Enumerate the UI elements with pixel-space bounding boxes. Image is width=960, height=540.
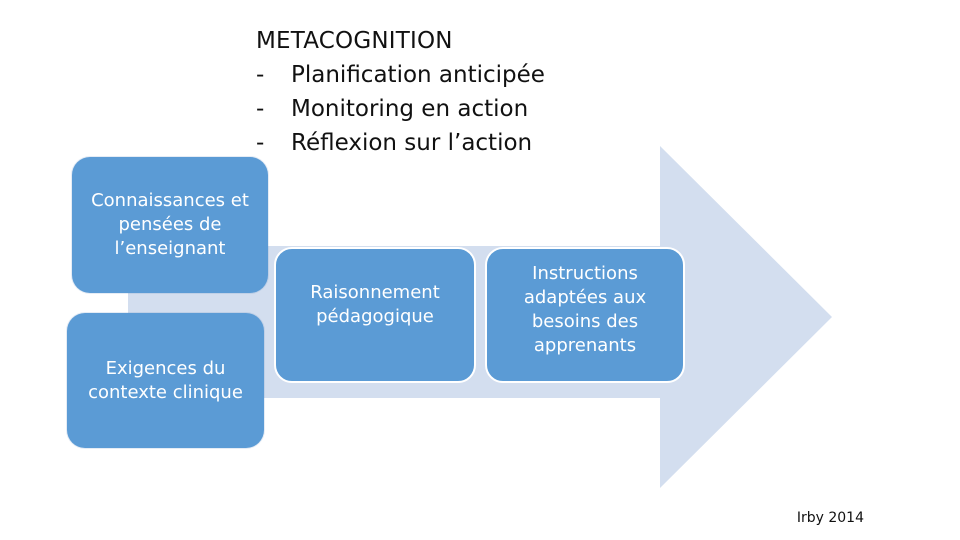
metacognition-item-label: Réflexion sur l’action <box>291 130 533 156</box>
clinical-context-label: Exigences du contexte clinique <box>88 357 243 403</box>
pedagogical-reasoning-label: Raisonnement pédagogique <box>310 282 440 327</box>
pedagogical-reasoning-box <box>274 247 476 383</box>
metacognition-item <box>256 92 545 126</box>
citation-label: Irby 2014 <box>796 510 864 526</box>
metacognition-item <box>256 126 545 160</box>
metacognition-item <box>256 58 545 92</box>
metacognition-item-label: Planification anticipée <box>291 62 545 88</box>
bullet-dash: - <box>256 96 265 122</box>
metacognition-title: METACOGNITION <box>256 28 453 54</box>
adapted-instructions-label: Instructions adaptées aux besoins des apprenants <box>523 263 647 356</box>
bullet-dash: - <box>256 62 265 88</box>
metacognition-item-label: Monitoring en action <box>291 96 529 122</box>
teacher-knowledge-label: Connaissances et pensées de l’enseignant <box>91 190 249 259</box>
bullet-dash: - <box>256 130 265 156</box>
metacognition-block <box>256 24 545 160</box>
teacher-knowledge-box <box>72 157 268 293</box>
clinical-context-box <box>67 313 264 448</box>
adapted-instructions-box <box>485 247 685 383</box>
